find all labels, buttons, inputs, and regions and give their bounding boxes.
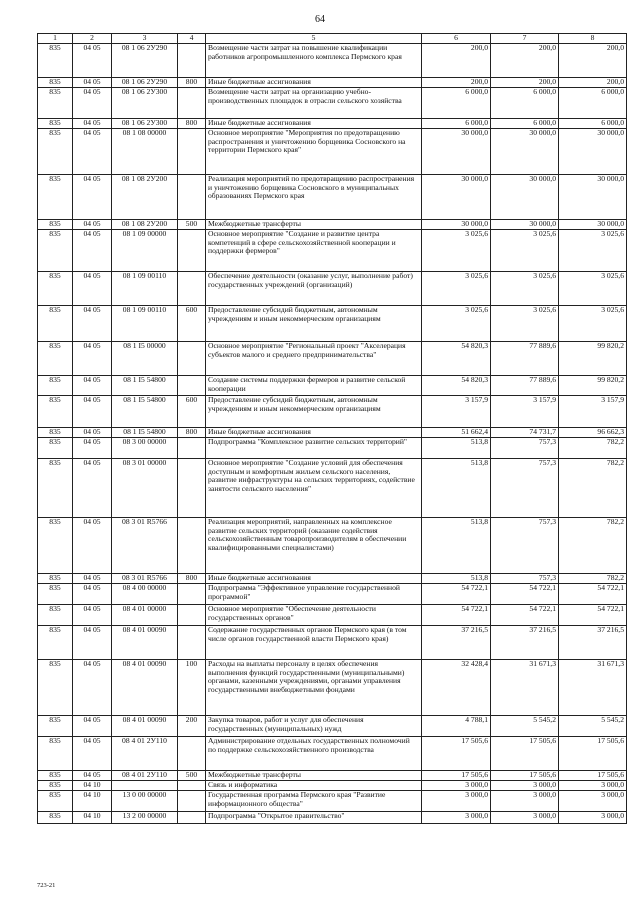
cell-amount-year1: 37 216,5 bbox=[422, 626, 491, 660]
cell-ministry-code: 835 bbox=[38, 660, 73, 716]
cell-amount-year3: 6 000,0 bbox=[559, 119, 627, 129]
cell-amount-year1: 4 788,1 bbox=[422, 716, 491, 737]
cell-amount-year3: 99 820,2 bbox=[559, 376, 627, 396]
cell-target-article: 13 0 00 00000 bbox=[112, 791, 178, 812]
cell-amount-year2: 757,3 bbox=[491, 518, 559, 574]
cell-amount-year3: 3 025,6 bbox=[559, 230, 627, 272]
cell-description: Возмещение части затрат на повышение квалификации работников агропромышленного комплекса Пермского края bbox=[206, 44, 422, 78]
cell-target-article: 08 1 06 2У300 bbox=[112, 88, 178, 119]
cell-expense-type bbox=[178, 376, 206, 396]
cell-expense-type bbox=[178, 230, 206, 272]
cell-target-article: 13 2 00 00000 bbox=[112, 812, 178, 824]
cell-expense-type: 500 bbox=[178, 220, 206, 230]
cell-amount-year1: 51 662,4 bbox=[422, 428, 491, 438]
cell-target-article: 08 3 01 R5766 bbox=[112, 518, 178, 574]
cell-amount-year2: 3 000,0 bbox=[491, 812, 559, 824]
cell-amount-year1: 54 722,1 bbox=[422, 584, 491, 605]
cell-description: Реализация мероприятий, направленных на комплексное развитие сельских территорий (оказание содействия сельскохозяйственным товаропроизводителям в обеспечении квалифицированными специалистами) bbox=[206, 518, 422, 574]
cell-description: Основное мероприятие "Создание условий для обеспечения доступным и комфортным жильем сельского населения, развитие инфраструктуры на сельских территориях, содействие занятости сельского населения" bbox=[206, 459, 422, 518]
table-row bbox=[38, 220, 627, 230]
table-row bbox=[38, 396, 627, 428]
cell-target-article: 08 3 01 00000 bbox=[112, 459, 178, 518]
table-row bbox=[38, 518, 627, 574]
cell-target-article: 08 1 08 2У200 bbox=[112, 220, 178, 230]
cell-section-code: 04 05 bbox=[73, 459, 112, 518]
cell-amount-year2: 6 000,0 bbox=[491, 88, 559, 119]
column-header: 2 bbox=[73, 34, 112, 44]
cell-expense-type: 800 bbox=[178, 574, 206, 584]
cell-expense-type: 800 bbox=[178, 428, 206, 438]
cell-description: Администрирование отдельных государственных полномочий по поддержке сельскохозяйственного производства bbox=[206, 737, 422, 771]
cell-amount-year1: 54 722,1 bbox=[422, 605, 491, 626]
cell-expense-type: 500 bbox=[178, 771, 206, 781]
cell-ministry-code: 835 bbox=[38, 459, 73, 518]
cell-section-code: 04 05 bbox=[73, 771, 112, 781]
cell-amount-year2: 3 025,6 bbox=[491, 230, 559, 272]
cell-description: Подпрограмма "Комплексное развитие сельских территорий" bbox=[206, 438, 422, 459]
cell-amount-year2: 77 889,6 bbox=[491, 376, 559, 396]
cell-expense-type bbox=[178, 129, 206, 175]
cell-target-article: 08 3 01 R5766 bbox=[112, 574, 178, 584]
cell-amount-year3: 3 157,9 bbox=[559, 396, 627, 428]
table-row bbox=[38, 771, 627, 781]
cell-description: Межбюджетные трансферты bbox=[206, 220, 422, 230]
cell-expense-type: 600 bbox=[178, 306, 206, 342]
cell-expense-type bbox=[178, 791, 206, 812]
cell-amount-year2: 30 000,0 bbox=[491, 129, 559, 175]
cell-ministry-code: 835 bbox=[38, 175, 73, 220]
cell-amount-year1: 3 157,9 bbox=[422, 396, 491, 428]
cell-amount-year3: 782,2 bbox=[559, 438, 627, 459]
cell-description: Основное мероприятие "Региональный проект "Акселерация субъектов малого и среднего предпринимательства" bbox=[206, 342, 422, 376]
cell-description: Иные бюджетные ассигнования bbox=[206, 78, 422, 88]
cell-amount-year2: 54 722,1 bbox=[491, 605, 559, 626]
cell-description: Основное мероприятие "Мероприятия по предотвращению распространения и уничтожению борщевика Сосновского на территории Пермского края" bbox=[206, 129, 422, 175]
table-row bbox=[38, 584, 627, 605]
cell-expense-type: 600 bbox=[178, 396, 206, 428]
page-number: 64 bbox=[315, 14, 325, 25]
cell-amount-year2: 31 671,3 bbox=[491, 660, 559, 716]
cell-amount-year1: 513,8 bbox=[422, 438, 491, 459]
cell-ministry-code: 835 bbox=[38, 518, 73, 574]
cell-ministry-code: 835 bbox=[38, 771, 73, 781]
table-row bbox=[38, 175, 627, 220]
cell-amount-year3: 782,2 bbox=[559, 459, 627, 518]
cell-section-code: 04 05 bbox=[73, 88, 112, 119]
cell-ministry-code: 835 bbox=[38, 396, 73, 428]
cell-description: Основное мероприятие "Обеспечение деятельности государственных органов" bbox=[206, 605, 422, 626]
table-row bbox=[38, 574, 627, 584]
cell-target-article: 08 4 01 00090 bbox=[112, 626, 178, 660]
cell-section-code: 04 10 bbox=[73, 781, 112, 791]
footer-code: 723-21 bbox=[37, 882, 56, 889]
cell-amount-year2: 757,3 bbox=[491, 574, 559, 584]
table-row bbox=[38, 119, 627, 129]
cell-section-code: 04 05 bbox=[73, 306, 112, 342]
cell-ministry-code: 835 bbox=[38, 376, 73, 396]
table-row bbox=[38, 230, 627, 272]
cell-section-code: 04 05 bbox=[73, 272, 112, 306]
cell-amount-year2: 30 000,0 bbox=[491, 175, 559, 220]
cell-description: Закупка товаров, работ и услуг для обеспечения государственных (муниципальных) нужд bbox=[206, 716, 422, 737]
cell-amount-year2: 3 000,0 bbox=[491, 791, 559, 812]
table-row bbox=[38, 781, 627, 791]
cell-expense-type bbox=[178, 342, 206, 376]
cell-target-article: 08 4 01 00090 bbox=[112, 660, 178, 716]
cell-target-article: 08 1 06 2У290 bbox=[112, 78, 178, 88]
cell-expense-type: 100 bbox=[178, 660, 206, 716]
cell-target-article: 08 4 01 00090 bbox=[112, 716, 178, 737]
cell-section-code: 04 05 bbox=[73, 129, 112, 175]
cell-amount-year3: 30 000,0 bbox=[559, 175, 627, 220]
cell-ministry-code: 835 bbox=[38, 438, 73, 459]
table-row bbox=[38, 791, 627, 812]
cell-ministry-code: 835 bbox=[38, 220, 73, 230]
column-header: 4 bbox=[178, 34, 206, 44]
cell-amount-year1: 3 025,6 bbox=[422, 272, 491, 306]
cell-amount-year1: 17 505,6 bbox=[422, 737, 491, 771]
cell-ministry-code: 835 bbox=[38, 626, 73, 660]
cell-target-article: 08 4 01 2У110 bbox=[112, 771, 178, 781]
cell-amount-year3: 30 000,0 bbox=[559, 129, 627, 175]
cell-amount-year1: 54 820,3 bbox=[422, 342, 491, 376]
table-row bbox=[38, 737, 627, 771]
cell-amount-year3: 17 505,6 bbox=[559, 737, 627, 771]
cell-amount-year2: 17 505,6 bbox=[491, 771, 559, 781]
cell-ministry-code: 835 bbox=[38, 230, 73, 272]
cell-amount-year3: 200,0 bbox=[559, 78, 627, 88]
cell-ministry-code: 835 bbox=[38, 574, 73, 584]
cell-amount-year3: 200,0 bbox=[559, 44, 627, 78]
cell-amount-year1: 3 025,6 bbox=[422, 230, 491, 272]
cell-expense-type bbox=[178, 175, 206, 220]
cell-amount-year1: 30 000,0 bbox=[422, 129, 491, 175]
cell-section-code: 04 05 bbox=[73, 78, 112, 88]
table-row bbox=[38, 129, 627, 175]
cell-amount-year2: 3 000,0 bbox=[491, 781, 559, 791]
cell-amount-year1: 200,0 bbox=[422, 44, 491, 78]
cell-amount-year2: 37 216,5 bbox=[491, 626, 559, 660]
cell-amount-year1: 513,8 bbox=[422, 574, 491, 584]
cell-description: Межбюджетные трансферты bbox=[206, 771, 422, 781]
cell-amount-year3: 3 025,6 bbox=[559, 272, 627, 306]
cell-target-article: 08 1 I5 54800 bbox=[112, 396, 178, 428]
cell-expense-type bbox=[178, 88, 206, 119]
cell-amount-year1: 3 000,0 bbox=[422, 812, 491, 824]
cell-amount-year2: 757,3 bbox=[491, 459, 559, 518]
table-row bbox=[38, 272, 627, 306]
cell-expense-type: 800 bbox=[178, 119, 206, 129]
cell-amount-year2: 757,3 bbox=[491, 438, 559, 459]
cell-expense-type bbox=[178, 459, 206, 518]
cell-target-article: 08 1 09 00000 bbox=[112, 230, 178, 272]
cell-target-article: 08 1 I5 54800 bbox=[112, 376, 178, 396]
cell-target-article: 08 4 01 2У110 bbox=[112, 737, 178, 771]
cell-expense-type: 200 bbox=[178, 716, 206, 737]
cell-amount-year2: 200,0 bbox=[491, 78, 559, 88]
table-row bbox=[38, 438, 627, 459]
cell-description: Подпрограмма "Эффективное управление государственной программой" bbox=[206, 584, 422, 605]
cell-amount-year3: 17 505,6 bbox=[559, 771, 627, 781]
table-row bbox=[38, 812, 627, 824]
cell-amount-year1: 200,0 bbox=[422, 78, 491, 88]
cell-amount-year2: 3 025,6 bbox=[491, 306, 559, 342]
table-row bbox=[38, 78, 627, 88]
column-header: 6 bbox=[422, 34, 491, 44]
budget-table bbox=[37, 33, 627, 824]
cell-amount-year2: 54 722,1 bbox=[491, 584, 559, 605]
cell-section-code: 04 05 bbox=[73, 584, 112, 605]
cell-amount-year3: 3 000,0 bbox=[559, 812, 627, 824]
cell-expense-type bbox=[178, 605, 206, 626]
cell-ministry-code: 835 bbox=[38, 306, 73, 342]
cell-expense-type bbox=[178, 518, 206, 574]
cell-target-article: 08 1 09 00110 bbox=[112, 306, 178, 342]
cell-amount-year3: 6 000,0 bbox=[559, 88, 627, 119]
cell-target-article: 08 1 06 2У300 bbox=[112, 119, 178, 129]
cell-ministry-code: 835 bbox=[38, 737, 73, 771]
cell-target-article: 08 1 08 00000 bbox=[112, 129, 178, 175]
cell-target-article: 08 1 I5 54800 bbox=[112, 428, 178, 438]
cell-amount-year3: 96 662,3 bbox=[559, 428, 627, 438]
cell-expense-type: 800 bbox=[178, 78, 206, 88]
cell-amount-year3: 99 820,2 bbox=[559, 342, 627, 376]
cell-expense-type bbox=[178, 584, 206, 605]
cell-description: Государственная программа Пермского края "Развитие информационного общества" bbox=[206, 791, 422, 812]
cell-ministry-code: 835 bbox=[38, 781, 73, 791]
cell-ministry-code: 835 bbox=[38, 129, 73, 175]
cell-amount-year3: 31 671,3 bbox=[559, 660, 627, 716]
cell-amount-year1: 3 000,0 bbox=[422, 781, 491, 791]
cell-amount-year2: 3 157,9 bbox=[491, 396, 559, 428]
cell-section-code: 04 10 bbox=[73, 812, 112, 824]
cell-description: Иные бюджетные ассигнования bbox=[206, 119, 422, 129]
column-number-row bbox=[38, 34, 627, 44]
cell-amount-year1: 513,8 bbox=[422, 518, 491, 574]
cell-target-article: 08 4 00 00000 bbox=[112, 584, 178, 605]
cell-amount-year3: 782,2 bbox=[559, 574, 627, 584]
cell-amount-year1: 54 820,3 bbox=[422, 376, 491, 396]
cell-amount-year3: 54 722,1 bbox=[559, 584, 627, 605]
cell-description: Содержание государственных органов Пермского края (в том числе органов государственной власти Пермского края) bbox=[206, 626, 422, 660]
cell-description: Основное мероприятие "Создание и развитие центра компетенций в сфере сельскохозяйственной кооперации и поддержки фермеров" bbox=[206, 230, 422, 272]
table-row bbox=[38, 376, 627, 396]
cell-amount-year1: 6 000,0 bbox=[422, 88, 491, 119]
cell-section-code: 04 05 bbox=[73, 396, 112, 428]
cell-ministry-code: 835 bbox=[38, 44, 73, 78]
cell-amount-year1: 32 428,4 bbox=[422, 660, 491, 716]
cell-amount-year3: 30 000,0 bbox=[559, 220, 627, 230]
cell-section-code: 04 05 bbox=[73, 605, 112, 626]
cell-target-article bbox=[112, 781, 178, 791]
cell-target-article: 08 1 09 00110 bbox=[112, 272, 178, 306]
cell-expense-type bbox=[178, 812, 206, 824]
table-row bbox=[38, 660, 627, 716]
cell-description: Обеспечение деятельности (оказание услуг, выполнение работ) государственных учреждений (организаций) bbox=[206, 272, 422, 306]
cell-amount-year1: 513,8 bbox=[422, 459, 491, 518]
cell-section-code: 04 05 bbox=[73, 230, 112, 272]
cell-description: Создание системы поддержки фермеров и развитие сельской кооперации bbox=[206, 376, 422, 396]
cell-ministry-code: 835 bbox=[38, 812, 73, 824]
table-row bbox=[38, 88, 627, 119]
cell-section-code: 04 05 bbox=[73, 574, 112, 584]
cell-description: Связь и информатика bbox=[206, 781, 422, 791]
cell-ministry-code: 835 bbox=[38, 428, 73, 438]
table-row bbox=[38, 716, 627, 737]
cell-amount-year2: 200,0 bbox=[491, 44, 559, 78]
cell-target-article: 08 1 I5 00000 bbox=[112, 342, 178, 376]
cell-amount-year3: 782,2 bbox=[559, 518, 627, 574]
table-row bbox=[38, 342, 627, 376]
cell-amount-year1: 30 000,0 bbox=[422, 220, 491, 230]
cell-ministry-code: 835 bbox=[38, 791, 73, 812]
table-row bbox=[38, 459, 627, 518]
cell-amount-year1: 6 000,0 bbox=[422, 119, 491, 129]
cell-amount-year3: 3 000,0 bbox=[559, 781, 627, 791]
cell-amount-year2: 30 000,0 bbox=[491, 220, 559, 230]
cell-target-article: 08 3 00 00000 bbox=[112, 438, 178, 459]
table-row bbox=[38, 44, 627, 78]
cell-description: Иные бюджетные ассигнования bbox=[206, 574, 422, 584]
cell-amount-year1: 3 025,6 bbox=[422, 306, 491, 342]
cell-amount-year3: 3 000,0 bbox=[559, 791, 627, 812]
cell-section-code: 04 05 bbox=[73, 716, 112, 737]
cell-section-code: 04 05 bbox=[73, 220, 112, 230]
table-row bbox=[38, 428, 627, 438]
cell-description: Предоставление субсидий бюджетным, автономным учреждениям и иным некоммерческим организациям bbox=[206, 396, 422, 428]
cell-ministry-code: 835 bbox=[38, 584, 73, 605]
cell-section-code: 04 05 bbox=[73, 660, 112, 716]
cell-target-article: 08 4 01 00000 bbox=[112, 605, 178, 626]
cell-expense-type bbox=[178, 737, 206, 771]
cell-amount-year2: 5 545,2 bbox=[491, 716, 559, 737]
cell-section-code: 04 05 bbox=[73, 342, 112, 376]
cell-description: Расходы на выплаты персоналу в целях обеспечения выполнения функций государственными (муниципальными) органами, казенными учреждениями, органами управления государственными внебюджетными фондами bbox=[206, 660, 422, 716]
cell-amount-year2: 74 731,7 bbox=[491, 428, 559, 438]
cell-amount-year2: 77 889,6 bbox=[491, 342, 559, 376]
cell-amount-year3: 54 722,1 bbox=[559, 605, 627, 626]
column-header: 8 bbox=[559, 34, 627, 44]
cell-amount-year1: 30 000,0 bbox=[422, 175, 491, 220]
cell-target-article: 08 1 06 2У290 bbox=[112, 44, 178, 78]
cell-section-code: 04 05 bbox=[73, 626, 112, 660]
cell-amount-year1: 17 505,6 bbox=[422, 771, 491, 781]
table-body bbox=[38, 44, 627, 824]
cell-amount-year1: 3 000,0 bbox=[422, 791, 491, 812]
column-header: 1 bbox=[38, 34, 73, 44]
cell-section-code: 04 05 bbox=[73, 44, 112, 78]
cell-section-code: 04 05 bbox=[73, 376, 112, 396]
table-row bbox=[38, 626, 627, 660]
cell-target-article: 08 1 08 2У200 bbox=[112, 175, 178, 220]
cell-ministry-code: 835 bbox=[38, 78, 73, 88]
cell-expense-type bbox=[178, 781, 206, 791]
cell-ministry-code: 835 bbox=[38, 716, 73, 737]
cell-ministry-code: 835 bbox=[38, 88, 73, 119]
cell-ministry-code: 835 bbox=[38, 342, 73, 376]
cell-expense-type bbox=[178, 626, 206, 660]
column-header: 7 bbox=[491, 34, 559, 44]
cell-description: Подпрограмма "Открытое правительство" bbox=[206, 812, 422, 824]
cell-section-code: 04 05 bbox=[73, 518, 112, 574]
cell-section-code: 04 05 bbox=[73, 119, 112, 129]
cell-amount-year2: 6 000,0 bbox=[491, 119, 559, 129]
cell-description: Иные бюджетные ассигнования bbox=[206, 428, 422, 438]
column-header: 3 bbox=[112, 34, 178, 44]
table-row bbox=[38, 605, 627, 626]
cell-amount-year3: 37 216,5 bbox=[559, 626, 627, 660]
cell-ministry-code: 835 bbox=[38, 272, 73, 306]
cell-section-code: 04 05 bbox=[73, 737, 112, 771]
cell-description: Предоставление субсидий бюджетным, автономным учреждениям и иным некоммерческим организациям bbox=[206, 306, 422, 342]
column-header: 5 bbox=[206, 34, 422, 44]
cell-section-code: 04 05 bbox=[73, 428, 112, 438]
cell-amount-year2: 17 505,6 bbox=[491, 737, 559, 771]
cell-expense-type bbox=[178, 438, 206, 459]
cell-amount-year2: 3 025,6 bbox=[491, 272, 559, 306]
cell-expense-type bbox=[178, 44, 206, 78]
cell-section-code: 04 10 bbox=[73, 791, 112, 812]
cell-amount-year3: 3 025,6 bbox=[559, 306, 627, 342]
cell-description: Реализация мероприятий по предотвращению распространения и уничтожению борщевика Сосновского в муниципальных образованиях Пермского края bbox=[206, 175, 422, 220]
cell-description: Возмещение части затрат на организацию учебно-производственных площадок в отрасли сельского хозяйства bbox=[206, 88, 422, 119]
cell-ministry-code: 835 bbox=[38, 119, 73, 129]
table-row bbox=[38, 306, 627, 342]
cell-ministry-code: 835 bbox=[38, 605, 73, 626]
cell-section-code: 04 05 bbox=[73, 438, 112, 459]
cell-amount-year3: 5 545,2 bbox=[559, 716, 627, 737]
cell-section-code: 04 05 bbox=[73, 175, 112, 220]
cell-expense-type bbox=[178, 272, 206, 306]
